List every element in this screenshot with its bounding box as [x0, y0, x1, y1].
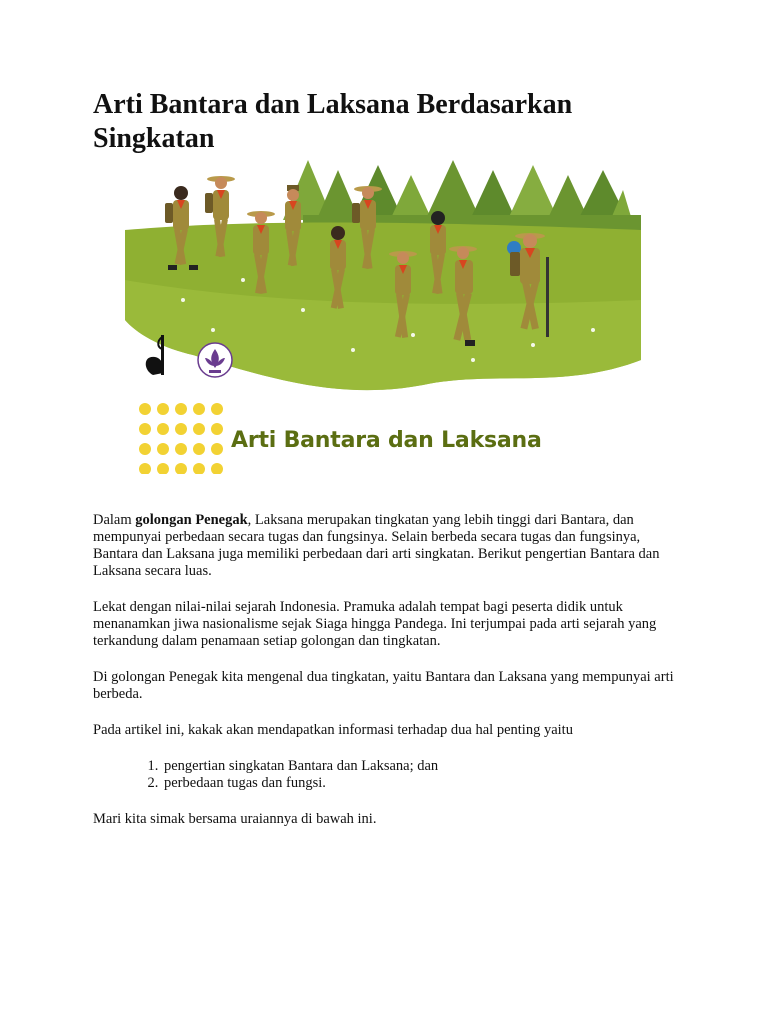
wosm-emblem — [198, 343, 232, 377]
numbered-list — [93, 758, 683, 792]
paragraph-3: Di golongan Penegak kita mengenal dua tingkatan, yaitu Bantara dan Laksana yang mempunyai arti berbeda. — [93, 669, 674, 702]
list-item: 1. pengertian singkatan Bantara dan Laksana; dan — [162, 758, 683, 775]
list-item: 2. perbedaan tugas dan fungsi. — [162, 775, 683, 792]
article-title: Arti Bantara dan Laksana Berdasarkan Singkatan — [93, 89, 573, 154]
paragraph-5: Mari kita simak bersama uraiannya di bawah ini. — [93, 811, 377, 827]
article-body — [93, 512, 683, 828]
paragraph-2: Lekat dengan nilai-nilai sejarah Indonesia. Pramuka adalah tempat bagi peserta didik untuk menanamkan jiwa nasionalisme sejak Siaga hingga Pandega. Ini terjumpai pada arti sejarah yang terkandung dalam penamaan setiap golongan dan tingkatan. — [93, 599, 657, 649]
hero-image — [93, 160, 641, 474]
article — [93, 88, 683, 847]
paragraph-4: Pada artikel ini, kakak akan mendapatkan informasi terhadap dua hal penting yaitu — [93, 722, 573, 738]
decorative-dots — [139, 403, 223, 474]
scouts-hiking-illustration — [93, 160, 641, 474]
hero-caption: Arti Bantara dan Laksana — [231, 428, 542, 453]
bold-term: golongan Penegak — [135, 512, 248, 528]
paragraph-1: Dalam golongan Penegak, Laksana merupakan tingkatan yang lebih tinggi dari Bantara, dan mempunyai perbedaan secara tugas dan fungsinya. Selain berbeda secara tugas dan fungsinya, Bantara dan Laksana juga memiliki perbedaan dari arti singkatan. Berikut pengertian Bantara dan Laksana secara luas. — [93, 512, 660, 579]
